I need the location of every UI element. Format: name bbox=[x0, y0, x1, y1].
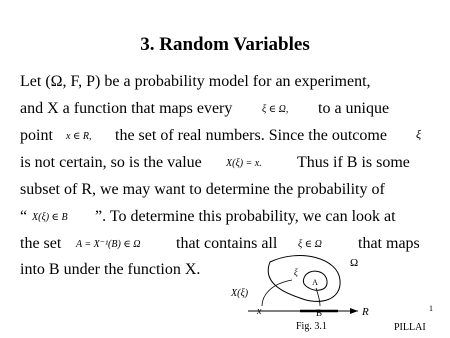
math-X-of-xi: X(ξ) = x. bbox=[226, 158, 262, 169]
text-line-4a: is not certain, so is the value bbox=[20, 154, 202, 171]
B-label: B bbox=[315, 308, 323, 318]
math-xi-in-omega-2: ξ ∈ Ω bbox=[298, 239, 322, 250]
text-line-3b: the set of real numbers. Since the outcome bbox=[115, 127, 387, 144]
R-label: R bbox=[362, 306, 369, 318]
text-line-7c: that maps bbox=[358, 235, 420, 252]
text-line-7b: that contains all bbox=[176, 235, 278, 252]
text-line-1: Let (Ω, F, P) be a probability model for an experiment, bbox=[20, 73, 371, 90]
math-xi-in-omega: ξ ∈ Ω, bbox=[262, 104, 289, 115]
text-line-4b: Thus if B is some bbox=[297, 154, 410, 171]
x-label: x bbox=[257, 306, 262, 317]
math-xi: ξ bbox=[416, 127, 422, 141]
A-label: A bbox=[312, 278, 318, 287]
text-line-8: into B under the function X. bbox=[20, 261, 201, 278]
X-xi-label: X(ξ) bbox=[231, 288, 249, 299]
footer-author: PILLAI bbox=[394, 322, 426, 333]
text-line-2a: and X a function that maps every bbox=[20, 100, 233, 117]
text-line-7a: the set bbox=[20, 235, 62, 252]
figure-caption: Fig. 3.1 bbox=[296, 321, 327, 332]
omega-label: Ω bbox=[350, 257, 359, 269]
text-line-5: subset of R, we may want to determine the probability of bbox=[20, 181, 385, 198]
math-X-in-B: X(ξ) ∈ B bbox=[32, 212, 68, 223]
math-A-def: A = X⁻¹(B) ∈ Ω bbox=[76, 239, 141, 250]
text-line-3a: point bbox=[20, 127, 53, 144]
text-line-2b: to a unique bbox=[318, 100, 390, 117]
text-line-6b: ”. To determine this probability, we can look at bbox=[95, 208, 396, 225]
figure-xi-label: ξ bbox=[294, 267, 298, 277]
math-x-in-R: x ∈ R, bbox=[66, 131, 92, 142]
text-line-6a: “ bbox=[20, 208, 28, 225]
real-axis-arrowhead bbox=[350, 308, 358, 314]
page-number: 1 bbox=[429, 304, 433, 313]
slide-title: 3. Random Variables bbox=[140, 34, 310, 55]
